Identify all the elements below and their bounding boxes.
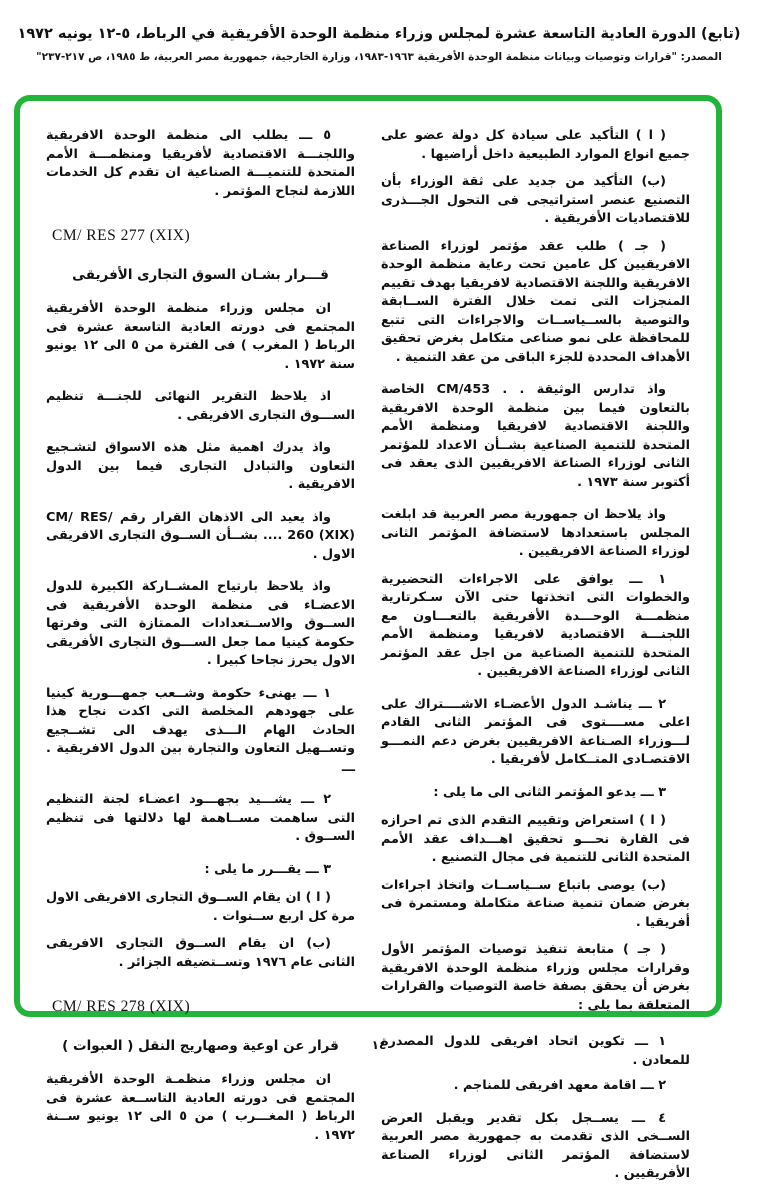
paragraph-council-session-2: ان مجلس وزراء منظمـة الوحدة الأفريقية المجتمع فى دورته العادية التاســعة عشرة فى الرباط ( المغـــرب ) من ٥ الى ١٢ يونيو ســنة ١٩٧٢ . (46, 1072, 355, 1143)
paragraph-resolution-2: ٢ ـــ يناشـد الدول الأعضـاء الاشــــتراك على اعلى مســــتوى فى المؤتمر الثانى القادم لـــوزراء الصـناعة الافريقيين بغرض دعم النمـــو الاقتصـادى المتــكامل لأفريقيا . (381, 696, 690, 767)
paragraph-resolution-1: ١ ـــ يوافق على الاجراءات التحضيرية والخطوات التى اتخذتها حتى الآن سـكرتارية منظمـــة الوحـــدة الأفريقية بالتعـــاون مع اللجنـــة الاقتصادية لافريقيا ومنظمة الأمم المتحدة للتنمية الصناعية من اجل عقد المؤتمر الثانى لوزراء الصناعة الافريقيين . (381, 571, 690, 679)
paragraph-recall-cm-res-260: واذ يعيد الى الاذهان القرار رقم CM/ RES/ 260 (XIX) .... بشــأن الســوق التجارى الافريقى الاول . (46, 509, 355, 562)
paragraph-3b: (ب) يوصى باتباع ســياســات واتخاذ اجراءات بغرض ضمان تنمية صناعة متكاملة ومستمرة فى أفريقيا . (381, 877, 690, 930)
resolution-code-cm-res-277: CM/ RES 277 (XIX) (52, 227, 191, 244)
page-number: ١٤ (371, 1038, 387, 1052)
paragraph-point-a: ( ا ) التأكيد على سيادة كل دولة عضو على جميع انواع الموارد الطبيعية داخل أراضيها . (381, 128, 690, 162)
heading-african-trade-market: قـــرار بشـان السوق التجارى الأفريقى (72, 266, 329, 283)
paragraph-congratulate-kenya: ١ ـــ يهنىء حكومة وشــعب جمهـــورية كينيا على جهودهم المخلصة التى اكدت نجاح هذا الحادث الهام الـــذى يهدف الى تشــجيع وتســهيل التعاون والتجارة بين الدول الافريقية . ـــ (46, 685, 355, 775)
heading-resolution-3: ٣ ـــ يدعو المؤتمر الثانى الى ما يلى : (433, 784, 666, 800)
resolution-code-cm-res-278: CM/ RES 278 (XIX) (52, 998, 191, 1015)
list-item-2: ٢ ـــ اقامة معهد افريقى للمناجم . (453, 1078, 666, 1093)
paragraph-3a: ( ا ) استعراض وتقييم التقدم الذى تم احرازه فى القارة نحـــو تحقيق اهـــداف عقد الأمم المتحدة الثانى للتنمية فى مجال التصنيع . (381, 813, 690, 865)
paragraph-point-b: (ب) التأكيد من جديد على ثقة الوزراء بأن التصنيع عنصر استراتيجى فى التحول الجـــذرى للاقتصاديات الأفريقية . (381, 174, 690, 226)
column-right (381, 127, 690, 1181)
session-title: (تابع) الدورة العادية التاسعة عشرة لمجلس وزراء منظمة الوحدة الأفريقية في الرباط، ٥-١٢ يونيه ١٩٧٢ (17, 26, 741, 42)
column-left (46, 127, 355, 1143)
paragraph-3c: ( جـ ) متابعة تنفيذ توصيات المؤتمر الأول وقرارات مجلس وزراء منظمة الوحدة الافريقية بغرض أن يحقق بصفة خاصة التوصيات والقرارات المتعلقة بما يلى : (381, 942, 690, 1013)
source-citation: المصدر: "قرارات وتوصيات وبيانات منظمة الوحدة الأفريقية ١٩٦٣-١٩٨٣، وزارة الخارجية، جمهورية مصر العربية، ط ١٩٨٥، ص ٢١٧-٢٣٧" (36, 51, 722, 63)
paragraph-point-c: ( جـ ) طلب عقد مؤتمر لوزراء الصناعة الافريقيين كل عامين تحت رعاية منظمة الوحدة الافريقية واللجنة الاقتصادية لافريقيا بهدف تقييم المنجزات التى تمت خلال الفترة الســابقة والتوصية بالســياســات والاجراءات التى تتبع للمحافظة على نمو صناعى متكامل بغرض تحقيق الأهداف المحددة للجزء الباقى من عقد التنمية . (381, 238, 690, 365)
paragraph-document-cm453: واذ تدارس الوثيقة . . CM/453 الخاصة بالتعاون فيما بين منظمة الوحدة الافريقية واللجنة الاقتصادية لافريقيا ومنظمة الأمم المتحدة للتنمية الصناعية بشــأن الاعداد للمؤتمر الثانى لوزراء الصناعة الافريقيين الذى يعقد فى أكتوبر سنة ١٩٧٣ . (381, 382, 690, 490)
paragraph-participation-satisfaction: واذ يلاحظ بارتياح المشــاركة الكبيرة للدول الاعضـاء فى منظمة الوحدة الأفريقية فى الســوق والاســتعدادات الممتازة التى وفرتها حكومة كينيا مما جعل الســـوق التجارى الأفريقى الاول يحرز نجاحا كبيرا . (46, 579, 355, 668)
paragraph-markets-importance: واذ يدرك اهمية مثل هذه الاسواق لتشـجيع التعاون والتبادل التجارى فيما بين الدول الافريقية . (46, 440, 355, 492)
paragraph-resolution-4: ٤ ـــ يســجل بكل تقدير ويقبل العرض الســخى الذى تقدمت به جمهورية مصر العربية لاستضافة المؤتمر الثانى لوزراء الصناعة الأفريقيين . (381, 1110, 690, 1181)
paragraph-council-session-1: ان مجلس وزراء منظمة الوحدة الأفريقية المجتمع فى دورته العادية التاسعة عشرة فى الرباط ( المغرب ) فى الفترة من ٥ الى ١٢ يونيو سنة ١٩٧٢ . (46, 301, 355, 372)
paragraph-egypt-offer: واذ يلاحظ ان جمهورية مصر العربية قد ابلغت المجلس باستعدادها لاستضافة المؤتمر الثانى لوزراء الصناعة الافريقيين . (381, 507, 690, 559)
paragraph-decision-a: ( ا ) ان يقام الســوق التجارى الافريقى الاول مرة كل اربع ســنوات . (46, 890, 355, 924)
list-item-1: ١ ـــ تكوين اتحاد افريقى للدول المصدرة للمعادن . (381, 1034, 690, 1068)
paragraph-commend-committee: ٢ ـــ يشـــيد بجهـــود اعضـاء لجنة التنظيم التى ساهمت مســاهمة لها دلالتها فى تنظيم الســوق . (46, 792, 355, 844)
paragraph-resolution-5: ٥ ـــ يطلب الى منظمة الوحدة الافريقية واللجنـــة الاقتصادية لأفريقيا ومنظمـــة الأمم المتحدة للتنميـــة الصناعية ان تقدم كل الخدمات اللازمة لنجاح المؤتمر . (46, 128, 355, 199)
page-header (0, 0, 758, 63)
heading-transport-containers: قرار عن اوعية وصهاريج النقل ( العبوات ) (62, 1037, 339, 1054)
paragraph-decision-b: (ب) ان يقام الســوق التجارى الافريقى الثانى عام ١٩٧٦ وتســتضيفه الجزائر . (46, 936, 355, 970)
paragraph-final-report: اذ يلاحظ التقرير النهائى للجنـــة تنظيم الســـوق التجارى الافريقى . (46, 389, 355, 423)
heading-decides: ٣ ـــ يقـــرر ما يلى : (204, 861, 331, 877)
